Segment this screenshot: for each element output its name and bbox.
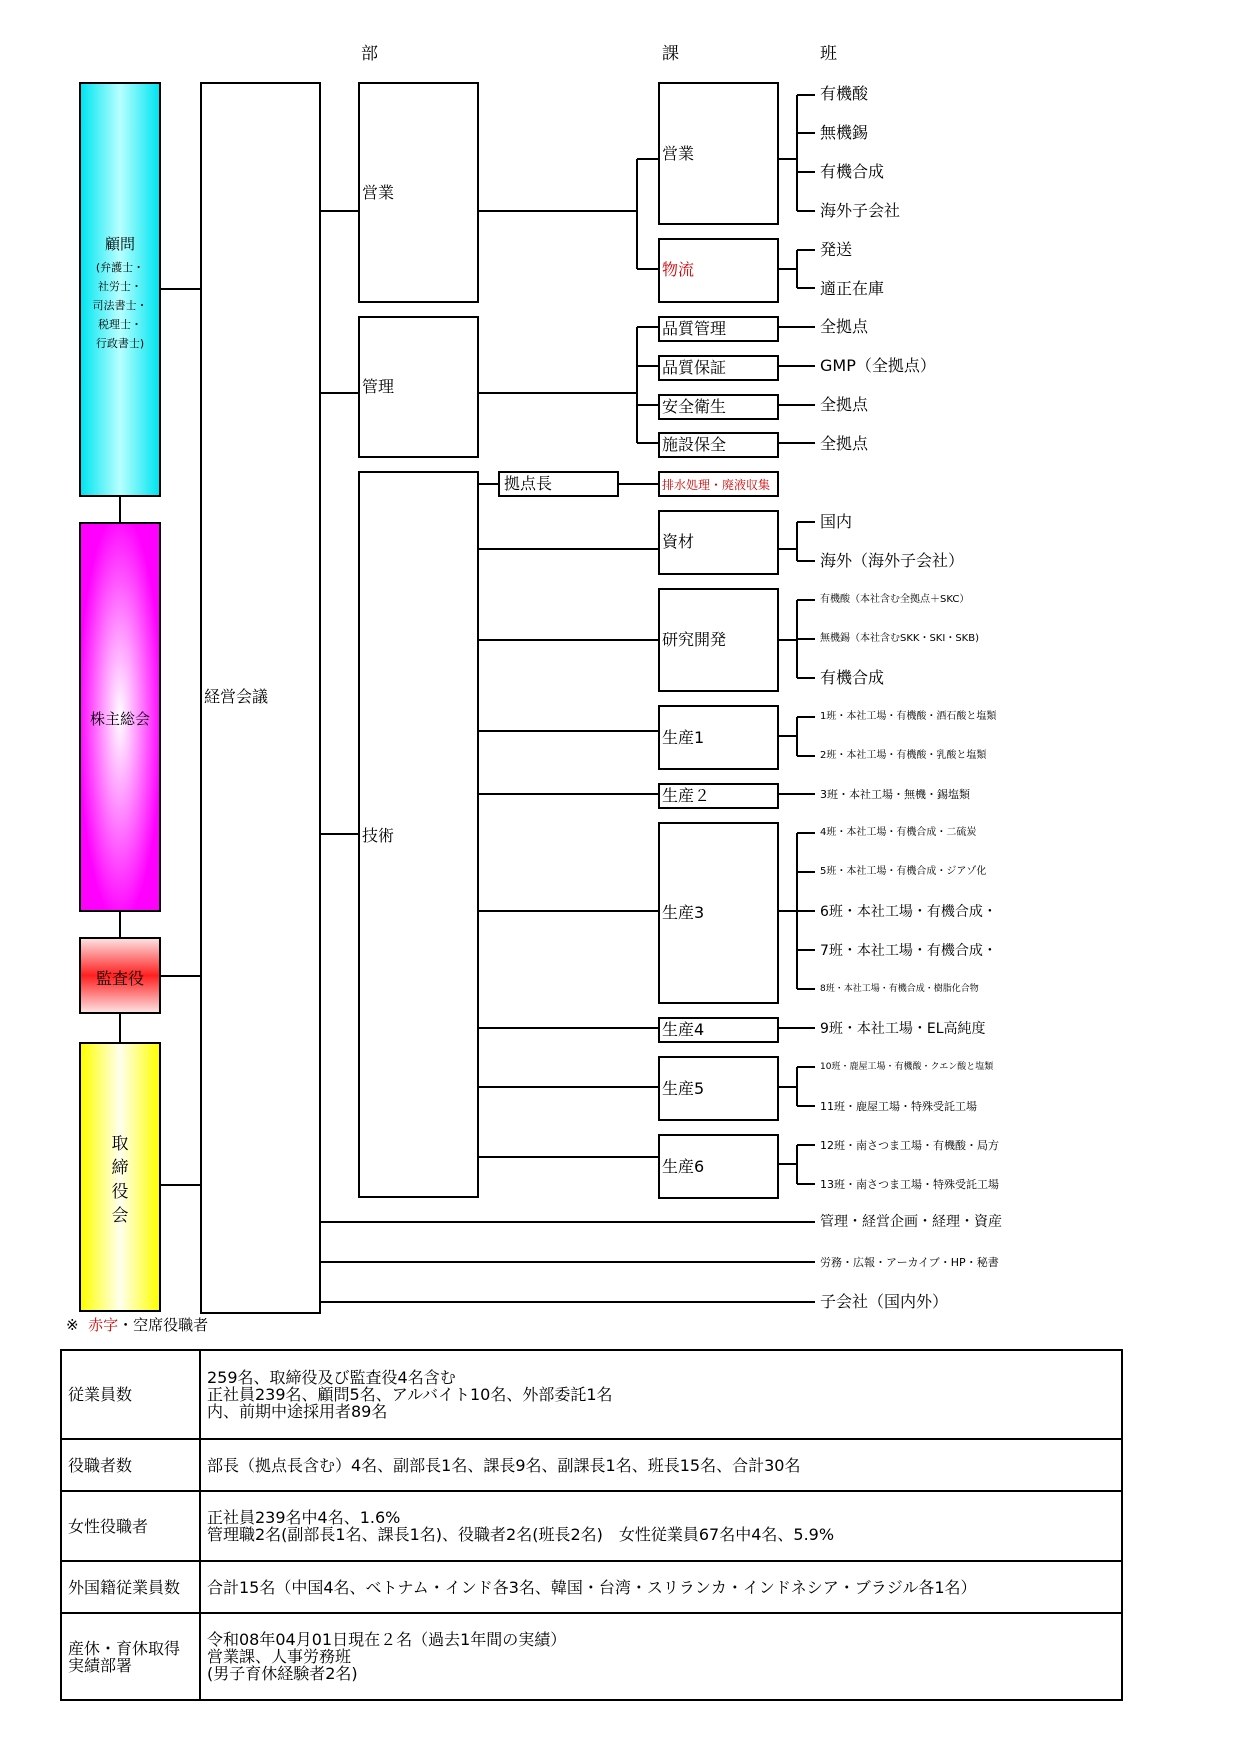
board-char: 取 xyxy=(111,1134,129,1154)
stats-line: 259名、取締役及び監査役4名含む xyxy=(207,1368,456,1387)
section-materials-box xyxy=(658,510,779,575)
team-label: 12班・南さつま工場・有機酸・局方 xyxy=(820,1139,999,1152)
vacancy-note xyxy=(66,1316,208,1334)
team-label: 有機合成 xyxy=(820,668,885,687)
base-manager-label: 拠点長 xyxy=(504,474,553,493)
section-prod2-label: 生産２ xyxy=(662,786,711,805)
advisor-member: 行政書士) xyxy=(95,337,145,350)
team-label: 3班・本社工場・無機・錫塩類 xyxy=(820,788,970,801)
auditor-label: 監査役 xyxy=(95,969,144,988)
header-section: 課 xyxy=(662,44,679,64)
section-qc-box xyxy=(658,316,779,342)
stats-label-line: 実績部署 xyxy=(68,1655,133,1675)
team-label: 有機合成 xyxy=(820,162,885,181)
advisor-title: 顧問 xyxy=(104,235,135,253)
team-label: 全拠点 xyxy=(820,395,869,414)
board-label xyxy=(81,1132,159,1228)
section-prod2-box xyxy=(658,783,779,809)
section-safety-box xyxy=(658,394,779,420)
stats-row xyxy=(61,1439,1122,1491)
stats-line: (男子育休経験者2名) xyxy=(207,1664,358,1683)
team-label: 全拠点 xyxy=(820,434,869,453)
stats-value xyxy=(200,1350,1122,1439)
advisor-member: 税理士・ xyxy=(98,318,142,331)
section-qc-label: 品質管理 xyxy=(662,319,727,338)
dept-sales-label: 営業 xyxy=(362,183,395,202)
stats-line: 令和08年04月01日現在２名（過去1年間の実績） xyxy=(207,1630,567,1649)
auditor-box xyxy=(79,937,161,1014)
section-sales-box xyxy=(658,82,779,225)
stats-label: 従業員数 xyxy=(61,1350,200,1439)
team-label: 海外（海外子会社） xyxy=(820,551,965,570)
stats-line: 部長（拠点長含む）4名、副部長1名、課長9名、副課長1名、班長15名、合計30名 xyxy=(207,1455,801,1475)
section-facility-label: 施設保全 xyxy=(662,435,727,454)
stats-line: 正社員239名中4名、1.6% xyxy=(207,1508,401,1527)
management-council-box xyxy=(200,82,321,1314)
team-label: 全拠点 xyxy=(820,317,869,336)
advisor-member: 司法書士・ xyxy=(92,299,148,312)
dept-admin-box xyxy=(358,316,479,458)
section-sales-label: 営業 xyxy=(662,144,695,163)
direct-team-label: 管理・経営企画・経理・資産 xyxy=(820,1214,1002,1230)
stats-line: 営業課、人事労務班 xyxy=(207,1647,352,1666)
section-prod5-box xyxy=(658,1056,779,1121)
stats-value xyxy=(200,1561,1122,1613)
stats-row xyxy=(61,1613,1122,1700)
team-label: 4班・本社工場・有機合成・二硫炭 xyxy=(820,827,977,838)
team-label: 11班・鹿屋工場・特殊受託工場 xyxy=(820,1100,977,1113)
team-label: 発送 xyxy=(820,240,853,259)
section-wastewater-label: 排水処理・廃液収集 xyxy=(662,478,771,492)
section-prod1-box xyxy=(658,705,779,770)
stats-table xyxy=(60,1349,1123,1701)
board-char: 役 xyxy=(111,1182,129,1202)
section-rnd-box xyxy=(658,588,779,692)
stats-line: 正社員239名、顧問5名、アルバイト10名、外部委託1名 xyxy=(207,1385,613,1404)
stats-label xyxy=(61,1613,200,1700)
stats-row xyxy=(61,1561,1122,1613)
stats-value xyxy=(200,1439,1122,1491)
team-label: 1班・本社工場・有機酸・酒石酸と塩類 xyxy=(820,711,997,722)
management-council-label: 経営会議 xyxy=(204,687,269,706)
team-label: 無機錫 xyxy=(820,123,869,142)
stats-line: 管理職2名(副部長1名、課長1名)、役職者2名(班長2名) 女性従業員67名中4名、5.9% xyxy=(207,1525,835,1544)
board-char: 会 xyxy=(111,1206,129,1226)
section-prod5-label: 生産5 xyxy=(662,1079,705,1098)
section-prod6-box xyxy=(658,1134,779,1199)
section-safety-label: 安全衛生 xyxy=(662,397,727,416)
shareholders-box xyxy=(79,522,161,912)
stats-label: 役職者数 xyxy=(61,1439,200,1491)
stats-line: 合計15名（中国4名、ベトナム・インド各3名、韓国・台湾・スリランカ・インドネシア・ブラジル各1名） xyxy=(207,1577,977,1597)
dept-admin-label: 管理 xyxy=(362,377,395,396)
stats-value xyxy=(200,1613,1122,1700)
header-department: 部 xyxy=(361,44,378,64)
section-prod3-box xyxy=(658,822,779,1004)
advisor-member: 社労士・ xyxy=(98,280,142,293)
team-label: 9班・本社工場・EL高純度 xyxy=(820,1021,986,1037)
dept-tech-label: 技術 xyxy=(362,826,395,845)
direct-team-label: 労務・広報・アーカイブ・HP・秘書 xyxy=(820,1256,999,1269)
section-prod6-label: 生産6 xyxy=(662,1157,705,1176)
section-wastewater-box xyxy=(658,471,779,497)
board-box xyxy=(79,1042,161,1312)
stats-row xyxy=(61,1491,1122,1561)
team-label: 6班・本社工場・有機合成・ xyxy=(820,904,997,920)
section-qa-label: 品質保証 xyxy=(662,358,727,377)
shareholders-label: 株主総会 xyxy=(89,710,150,728)
section-prod4-box xyxy=(658,1017,779,1043)
team-label: 海外子会社 xyxy=(820,201,901,220)
team-label: 無機錫（本社含むSKK・SKI・SKB) xyxy=(820,633,979,644)
base-manager-box xyxy=(498,471,619,497)
team-label: 13班・南さつま工場・特殊受託工場 xyxy=(820,1178,999,1191)
section-logistics-label: 物流 xyxy=(662,260,695,279)
note-red-text: 赤字 xyxy=(88,1316,119,1334)
stats-label: 外国籍従業員数 xyxy=(61,1561,200,1613)
team-label: 7班・本社工場・有機合成・ xyxy=(820,943,997,959)
team-label: 有機酸 xyxy=(820,84,869,103)
section-materials-label: 資材 xyxy=(662,532,695,551)
team-label: 10班・鹿屋工場・有機酸・クエン酸と塩類 xyxy=(820,1062,994,1072)
stats-row xyxy=(61,1350,1122,1439)
section-qa-box xyxy=(658,355,779,381)
team-label: 適正在庫 xyxy=(820,279,885,298)
section-facility-box xyxy=(658,432,779,458)
team-label: 5班・本社工場・有機合成・ジアゾ化 xyxy=(820,866,987,877)
team-label: 有機酸（本社含む全拠点＋SKC） xyxy=(820,594,970,605)
team-label: 8班・本社工場・有機合成・樹脂化合物 xyxy=(820,984,979,994)
team-label: 2班・本社工場・有機酸・乳酸と塩類 xyxy=(820,750,987,761)
stats-label: 女性役職者 xyxy=(61,1491,200,1561)
stats-value xyxy=(200,1491,1122,1561)
section-prod1-label: 生産1 xyxy=(662,728,705,747)
advisor-members xyxy=(81,258,159,353)
advisor-box xyxy=(79,82,161,497)
note-mark: ※ xyxy=(66,1316,79,1334)
section-prod4-label: 生産4 xyxy=(662,1020,705,1039)
dept-sales-box xyxy=(358,82,479,303)
header-team: 班 xyxy=(820,44,837,64)
section-rnd-label: 研究開発 xyxy=(662,630,727,649)
dept-tech-box xyxy=(358,471,479,1198)
board-char: 締 xyxy=(111,1158,129,1178)
team-label: 国内 xyxy=(820,512,853,531)
stats-line: 内、前期中途採用者89名 xyxy=(207,1402,388,1421)
direct-team-label: 子会社（国内外） xyxy=(820,1292,949,1311)
section-prod3-label: 生産3 xyxy=(662,903,705,922)
team-label: GMP（全拠点） xyxy=(820,356,936,375)
note-rest: ・空席役職者 xyxy=(118,1316,209,1334)
stats-label-line: 産休・育休取得 xyxy=(68,1638,181,1658)
advisor-member: (弁護士・ xyxy=(95,261,145,274)
section-logistics-box xyxy=(658,238,779,303)
